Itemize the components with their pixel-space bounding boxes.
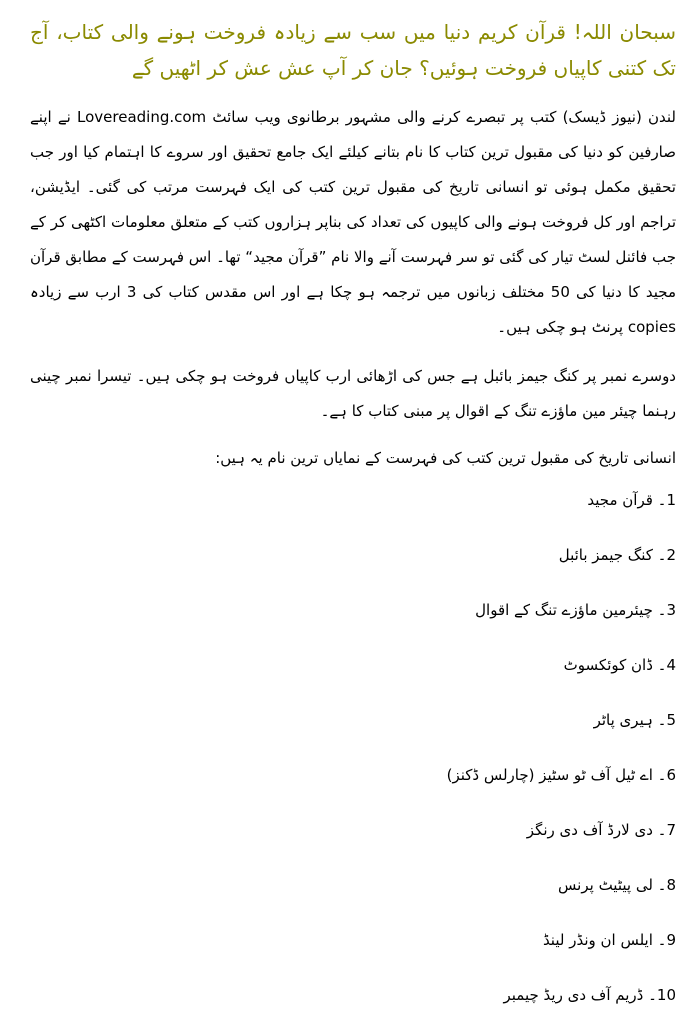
article-paragraph-2: دوسرے نمبر پر کنگ جیمز بائبل ہے جس کی اڑھائی ارب کاپیاں فروخت ہو چکی ہیں۔ تیسرا نمبر چینی رہنما چیئر مین ماؤزے تنگ کے اقوال پر مبنی کتاب کا ہے۔ xyxy=(30,367,676,420)
article-paragraph-1: لندن (نیوز ڈیسک) کتب پر تبصرے کرنے والی مشہور برطانوی ویب سائٹ Lovereading.com نے اپنے صارفین کو دنیا کی مقبول ترین کتاب کا نام بتانے کیلئے ایک جامع تحقیق اور سروے کا اہتمام کیا اور جب تحقیق مکمل ہوئی تو انسانی تاریخ کی مقبول ترین کتب کی ایک فہرست مرتب کی گئی۔ ایڈیشن، تراجم اور کل فروخت ہونے والی کاپیوں کی تعداد کی بناپر ہزاروں کتب کے متعلق معلومات اکٹھی کر کے جب فائنل لسٹ تیار کی گئی تو سر فہرست آنے والا نام ”قرآن مجید“ تھا۔ اس فہرست کے مطابق قرآن مجید کا دنیا کی 50 مختلف زبانوں میں ترجمہ ہو چکا ہے اور اس مقدس کتاب کی 3 ارب سے زیادہ copies پرنٹ ہو چکی ہیں۔ xyxy=(30,108,677,336)
book-list-item: 3۔ چیئرمین ماؤزے تنگ کے اقوال xyxy=(475,601,676,619)
book-list-item: 1۔ قرآن مجید xyxy=(587,491,676,509)
book-list-item: 8۔ لی پیٹیٹ پرنس xyxy=(558,876,676,894)
news-article xyxy=(30,0,676,1023)
book-list-item: 2۔ کنگ جیمز بائبل xyxy=(558,546,676,564)
book-list-intro: انسانی تاریخ کی مقبول ترین کتب کی فہرست کے نمایاں ترین نام یہ ہیں: xyxy=(215,449,676,467)
book-list-item: 7۔ دی لارڈ آف دی رنگز xyxy=(526,821,676,839)
book-list-item: 6۔ اے ٹیل آف ٹو سٹیز (چارلس ڈکنز) xyxy=(446,766,676,784)
article-headline: سبحان اللہ! قرآن کریم دنیا میں سب سے زیادہ فروخت ہونے والی کتاب، آج تک کتنی کاپیاں فروخت ہوئیں؟ جان کر آپ عش عش کر اٹھیں گے xyxy=(30,20,676,80)
best-selling-books-list xyxy=(30,473,676,1023)
book-list-item: 9۔ ایلس ان ونڈر لینڈ xyxy=(542,931,676,949)
book-list-item: 4۔ ڈان کوئکسوٹ xyxy=(563,656,676,674)
book-list-item: 5۔ ہیری پاٹر xyxy=(593,711,676,729)
book-list-item: 10۔ ڈریم آف دی ریڈ چیمبر xyxy=(503,986,676,1004)
